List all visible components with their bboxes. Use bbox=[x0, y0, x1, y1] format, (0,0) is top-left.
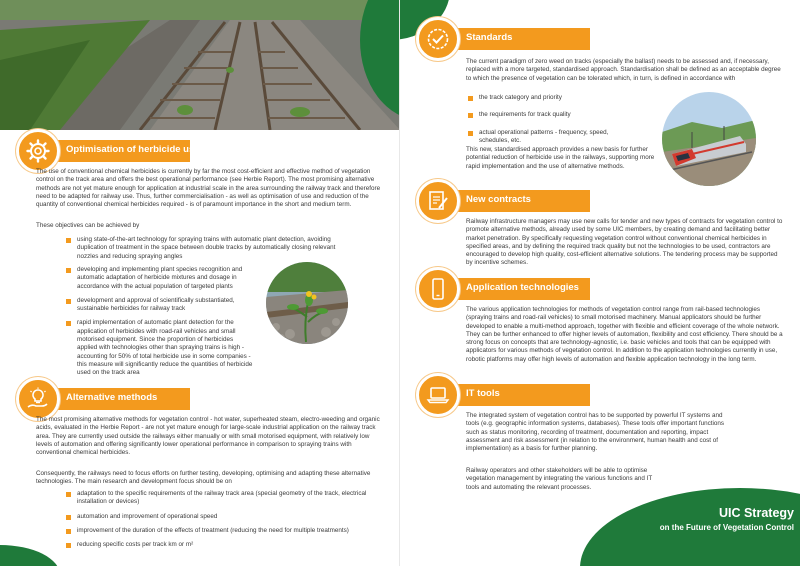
list-item: automation and improvement of operational speed bbox=[64, 513, 374, 521]
train-photo bbox=[662, 92, 756, 186]
bullet-marker bbox=[66, 268, 71, 273]
list-item: development and approval of scientifically substantiated, sustainable herbicides for railway track bbox=[64, 297, 254, 314]
alternative-bullet-list bbox=[64, 490, 374, 555]
herbicide-section-header bbox=[20, 140, 200, 162]
list-item: actual operational patterns - frequency, speed, schedules, etc. bbox=[466, 129, 636, 146]
application-body: The various application technologies for methods of vegetation control range from rail-based technologies (spraying trains and road-rail vehicles) to small motorised machinery. Manual applicators should be further developed to enable a multi-method approach, together with flexible and efficient coverage of the whole network. They can be further enhanced to offer higher levels of automation, flexibility and cost efficiency. There should be a strong focus on concepts that are technology-agnostic, i.e. basic vehicles and tools that can be equipped with applicators for various methods of vegetation control. In addition to the application technologies currently in use, robotic platforms may offer high levels of automation and flexible application technology in the long term. bbox=[466, 306, 783, 363]
it-tools-body-2: Railway operators and other stakeholders will be able to optimise vegetation management by integrating the various functions and IT tools and automating the relevant processes. bbox=[466, 467, 653, 491]
alternative-lead: Consequently, the railways need to focus efforts on further testing, developing, optimising and adapting these alternative technologies. The main research and development focus should be on bbox=[36, 470, 371, 486]
herbicide-section-title: Optimisation of herbicide use bbox=[66, 144, 200, 155]
footer-title: UIC Strategy bbox=[718, 506, 794, 520]
gear-icon bbox=[16, 129, 60, 173]
herbicide-lead: These objectives can be achieved by bbox=[36, 222, 140, 229]
bullet-marker bbox=[66, 299, 71, 304]
bullet-marker bbox=[66, 492, 71, 497]
standards-intro: The current paradigm of zero weed on tracks (especially the ballast) needs to be assessed and, if necessary, replaced with a more targeted, standardised approach. Standardisation shall be defined as an acceptable degree to which the presence of vegetation can be tolerated which, in turn, is defined in accordance with bbox=[466, 58, 781, 82]
bullet-marker bbox=[66, 515, 71, 520]
bullet-marker bbox=[468, 113, 473, 118]
standards-section-title: Standards bbox=[466, 32, 513, 43]
list-item: reducing specific costs per track km or m² bbox=[64, 541, 374, 549]
standards-section-header bbox=[420, 28, 590, 50]
list-item: developing and implementing plant species recognition and automatic adaptation of herbicide mixtures and dosage in accordance with the actual population of targeted plants bbox=[64, 266, 254, 291]
list-item: the track category and priority bbox=[466, 94, 636, 102]
railway-track-photo bbox=[0, 0, 400, 130]
it-tools-section-header bbox=[420, 384, 590, 406]
alternative-section-title: Alternative methods bbox=[66, 392, 158, 403]
standards-bullet-list bbox=[466, 94, 636, 151]
list-item: rapid implementation of automatic plant detection for the application of herbicides with road-rail vehicles and small motorised equipment. Since the proportion of herbicides applied with technologies other than spraying trains is high - accounting for 50% of total herbicide use in some companies - this measure will significantly reduce the quantities of herbicide used on the track area bbox=[64, 319, 254, 377]
lightbulb-hand-icon bbox=[16, 377, 60, 421]
alternative-intro: The most promising alternative methods for vegetation control - hot water, superheated steam, electro-weeding and organic acids, evaluated in the Herbie Report - are not yet mature enough for large-scale industrial application on the railway track area. They are currently used outside the railways either manually or with small motorised equipment, with relatively low levels of automation and offering significantly lower operational performance in comparison to spraying trains with conventional chemical herbicides. bbox=[36, 416, 380, 457]
list-item: improvement of the duration of the effects of treatment (reducing the need for multiple treatments) bbox=[64, 527, 374, 535]
standards-outro: This new, standardised approach provides a new basis for further potential reduction of herbicide use in the railways, supporting more rapid implementation and the use of alternative methods. bbox=[466, 146, 655, 170]
list-item: the requirements for track quality bbox=[466, 111, 636, 119]
contracts-body: Railway infrastructure managers may use new calls for tender and new types of contracts for vegetation control to promote alternative methods, already used by some UIC members, by creating demand and facilitating better market penetration. By specifically requesting vegetation control without conventional chemical herbicides in specified areas, and by defining the required track quality but not the technologies to be used, contractors are encouraged to develop high quality, cost-efficient alternative solutions. The tendering process may be supported by incentive schemes. bbox=[466, 218, 783, 267]
herbicide-intro: The use of conventional chemical herbicides is currently by far the most cost-efficient and effective method of vegetation control on the track area and offers the best operational performance (see Herbie Report). The most promising alternative methods are not yet mature enough for application at industrial scale in the area surrounding the railway track and therefore need to be adapted for railway use. Thus, further commercialisation - as well as optimisation of use and reduction of the quantity of conventional chemical herbicides required - is of paramount importance in the short and medium term. bbox=[36, 168, 381, 209]
bullet-marker bbox=[66, 543, 71, 548]
bullet-marker bbox=[468, 96, 473, 101]
list-item: using state-of-the-art technology for spraying trains with automatic plant detection, avoiding duplication of treatment in the space between double tracks by automatically closing relevant nozzles and reducing spraying angles bbox=[64, 236, 354, 261]
contracts-section-title: New contracts bbox=[466, 194, 531, 205]
bullet-marker bbox=[66, 321, 71, 326]
bullet-marker bbox=[468, 131, 473, 136]
alternative-section-header bbox=[20, 388, 190, 410]
application-section-header bbox=[420, 278, 590, 300]
checkmark-badge-icon bbox=[416, 17, 460, 61]
bullet-marker bbox=[66, 238, 71, 243]
right-page bbox=[400, 0, 800, 566]
bullet-marker bbox=[66, 529, 71, 534]
contracts-section-header bbox=[420, 190, 590, 212]
herbicide-bullet-list-narrow bbox=[64, 266, 254, 384]
contract-document-icon bbox=[416, 179, 460, 223]
application-section-title: Application technologies bbox=[466, 282, 579, 293]
footer-subtitle: on the Future of Vegetation Control bbox=[659, 523, 794, 532]
it-tools-section-title: IT tools bbox=[466, 388, 500, 399]
smartphone-icon bbox=[416, 267, 460, 311]
decorative-green-corner bbox=[0, 545, 60, 566]
list-item: adaptation to the specific requirements of the railway track area (special geometry of the track, electrical installation or devices) bbox=[64, 490, 374, 507]
laptop-icon bbox=[416, 373, 460, 417]
plant-on-ballast-photo bbox=[266, 262, 348, 344]
it-tools-body: The integrated system of vegetation control has to be supported by powerful IT systems and tools (e.g. geographic information systems, databases). These tools offer important functions such as status monitoring, recording of treatment, documentation and reporting, impact assessment and risk assessment (in relation to the environment, human health and cost of implementation) as a basis for further planning. bbox=[466, 412, 725, 453]
